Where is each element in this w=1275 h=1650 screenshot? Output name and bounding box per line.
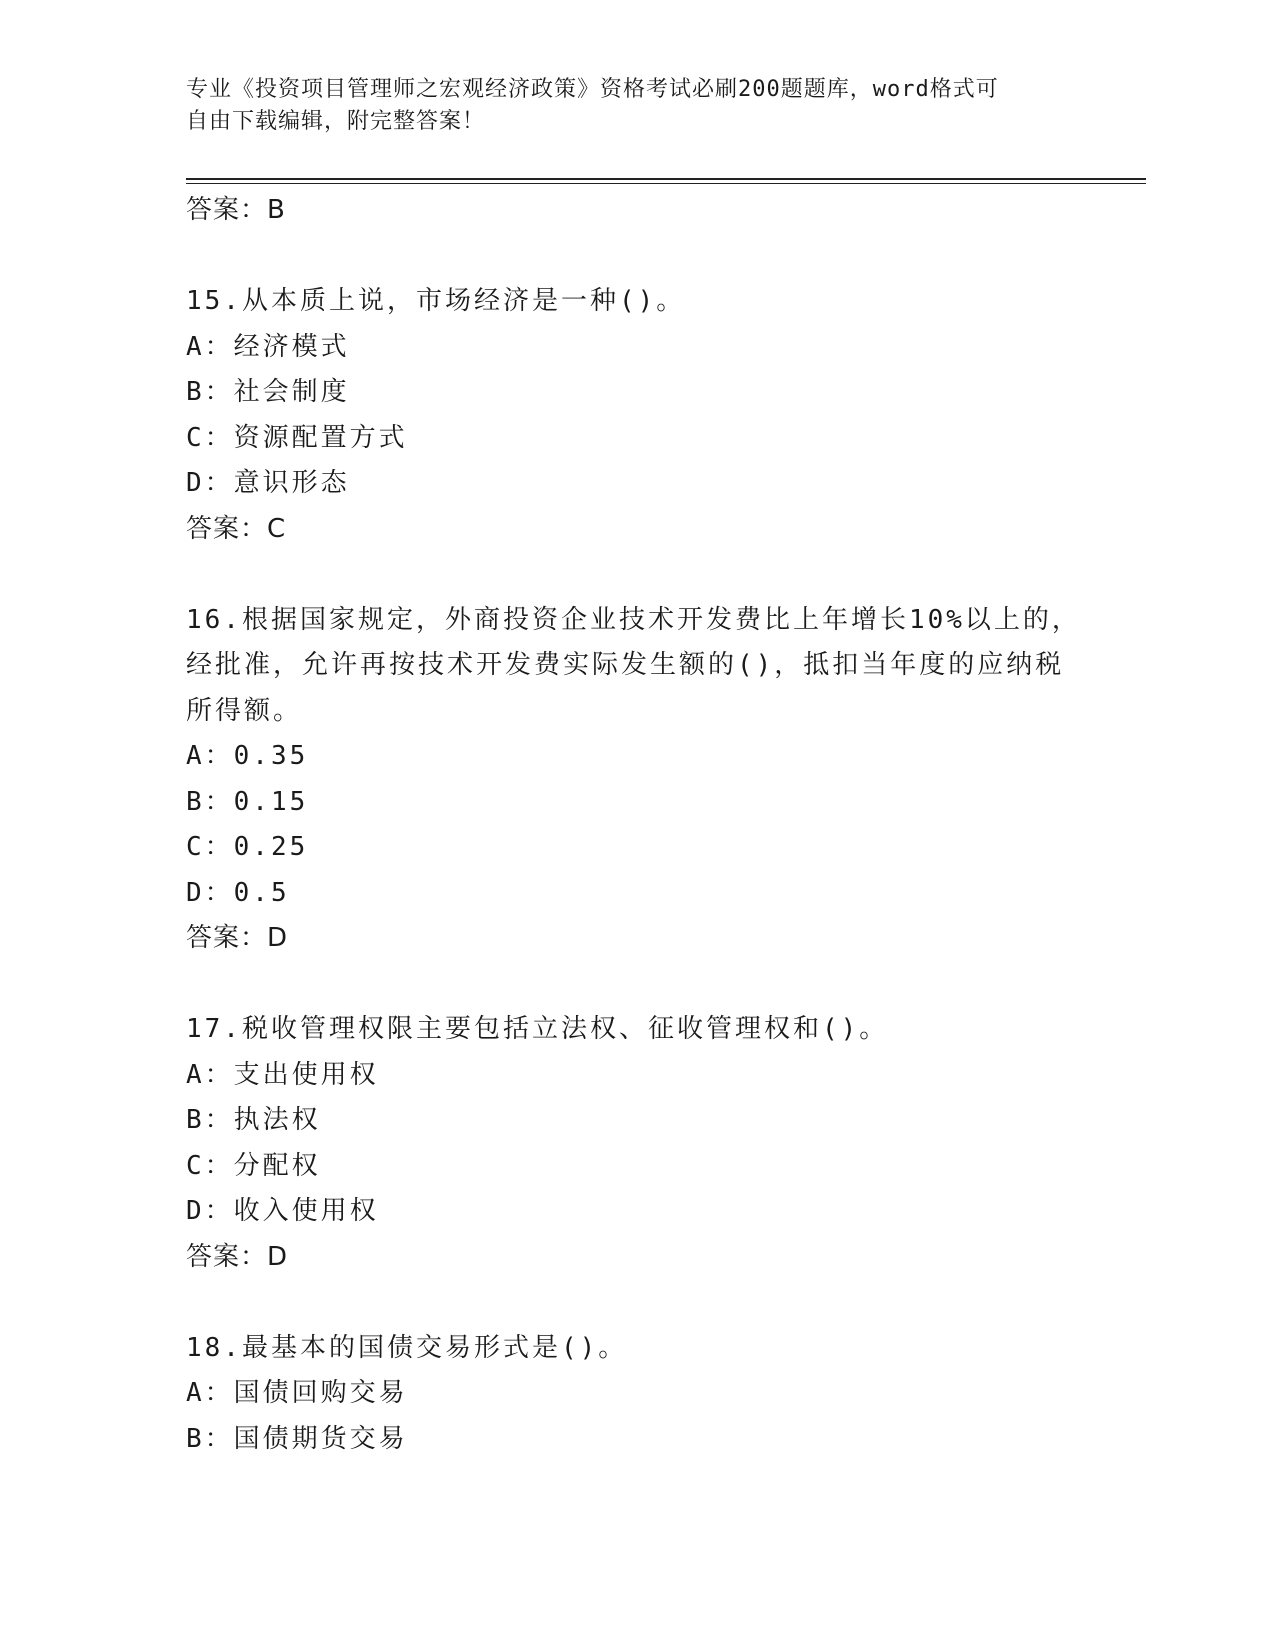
option-a: A：经济模式 [186, 331, 350, 362]
answer-label: 答案： [186, 1241, 268, 1272]
spacer [186, 552, 1146, 598]
header-line-2: 自由下载编辑，附完整答案！ [186, 109, 486, 134]
question-item [186, 598, 1146, 962]
option-a: A：支出使用权 [186, 1059, 379, 1090]
option-a: A：0.35 [186, 741, 309, 771]
option-c: C：分配权 [186, 1150, 321, 1181]
option-c: C：资源配置方式 [186, 422, 408, 453]
question-item [186, 279, 1146, 552]
answer-line [186, 188, 1146, 234]
question-stem-continued: 经批准，允许再按技术开发费实际发生额的()，抵扣当年度的应纳税 [186, 650, 1065, 680]
question-stem: 15.从本质上说，市场经济是一种()。 [186, 286, 686, 316]
header-line-1: 专业《投资项目管理师之宏观经济政策》资格考试必刷200题题库，word格式可 [186, 77, 999, 102]
question-list [186, 188, 1146, 1462]
option-d: D：意识形态 [186, 468, 350, 498]
question-item [186, 1007, 1146, 1280]
spacer [186, 962, 1146, 1008]
question-stem: 17.税收管理权限主要包括立法权、征收管理权和()。 [186, 1014, 889, 1044]
question-stem: 18.最基本的国债交易形式是()。 [186, 1332, 628, 1363]
option-b: B：执法权 [186, 1105, 321, 1135]
answer-line [186, 916, 1146, 962]
option-a: A：国债回购交易 [186, 1378, 408, 1408]
spacer [186, 1280, 1146, 1326]
question-stem-continued: 所得额。 [186, 695, 303, 726]
document-header [186, 74, 1066, 138]
question-stem: 16.根据国家规定，外商投资企业技术开发费比上年增长10%以上的， [186, 604, 1081, 635]
option-b: B：0.15 [186, 786, 309, 817]
question-item [186, 1326, 1146, 1463]
option-c: C：0.25 [186, 832, 309, 862]
option-b: B：社会制度 [186, 377, 350, 407]
answer-label: 答案： [186, 923, 268, 953]
answer-label: 答案： [186, 513, 268, 544]
option-d: D：收入使用权 [186, 1196, 379, 1226]
answer-line [186, 1235, 1146, 1281]
option-b: B：国债期货交易 [186, 1423, 408, 1454]
option-d: D：0.5 [186, 877, 290, 908]
header-divider [186, 178, 1146, 184]
answer-label: 答案： [186, 195, 268, 225]
spacer [186, 234, 1146, 280]
answer-line [186, 507, 1146, 553]
answer-value: D [267, 923, 289, 953]
answer-value: B [267, 195, 286, 225]
answer-value: D [267, 1241, 289, 1272]
answer-value: C [267, 513, 287, 544]
